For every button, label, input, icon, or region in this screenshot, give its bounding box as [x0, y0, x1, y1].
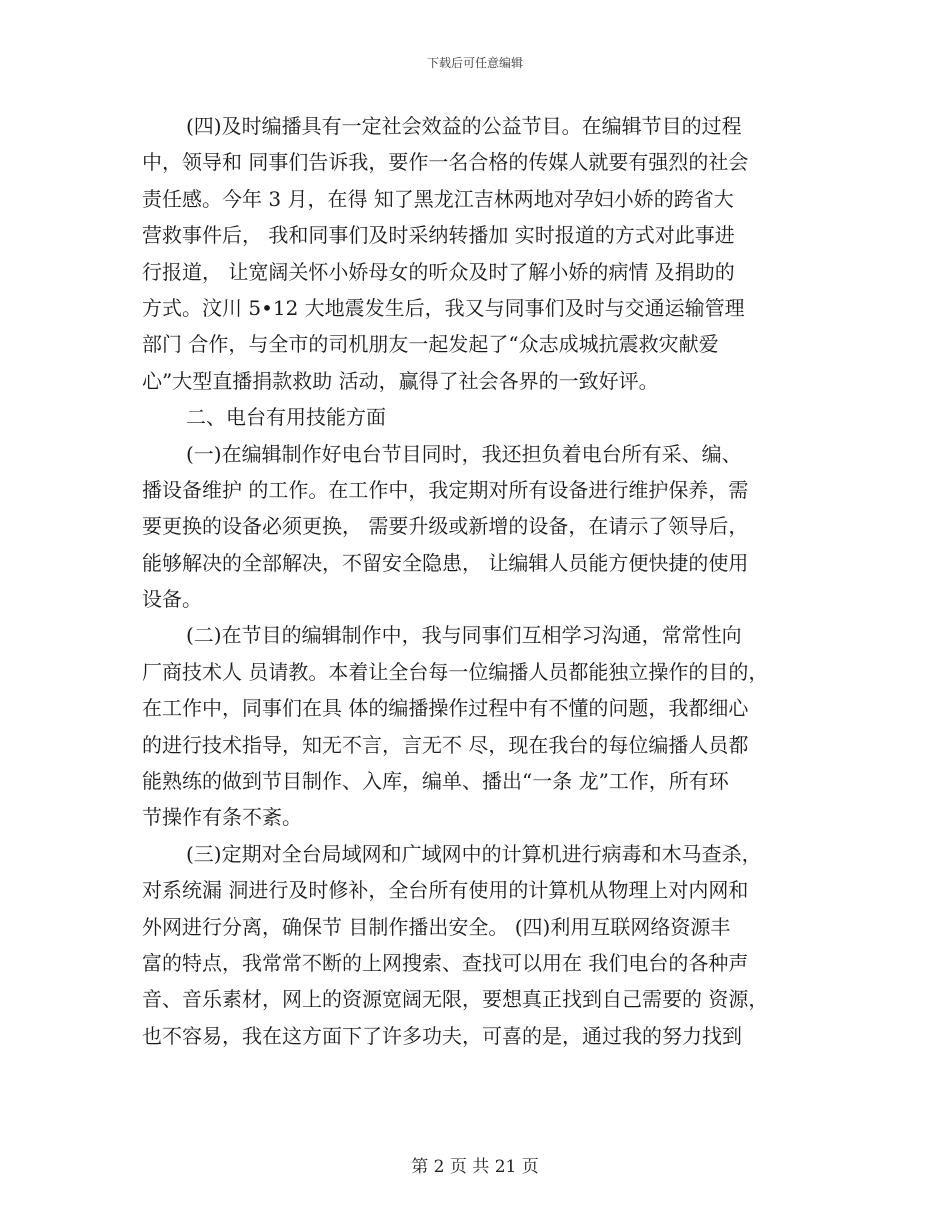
- body-line: 方式。汶川 5•12 大地震发生后，我又与同事们及时与交通运输管理: [142, 295, 745, 320]
- body-line: 能够解决的全部解决，不留安全隐患， 让编辑人员能方便快捷的使用: [142, 550, 749, 575]
- body-line: (三)定期对全台局域网和广域网中的计算机进行病毒和木马查杀，: [186, 841, 762, 866]
- body-line: (二)在节目的编辑制作中，我与同事们互相学习沟通，常常性向: [186, 623, 742, 648]
- body-line: 的进行技术指导，知无不言，言无不 尽，现在我台的每位编播人员都: [142, 732, 749, 757]
- body-line: 设备。: [142, 587, 202, 612]
- body-line: 中，领导和 同事们告诉我，要作一名合格的传媒人就要有强烈的社会: [142, 150, 749, 175]
- body-line: 行报道， 让宽阔关怀小娇母女的听众及时了解小娇的病情 及捐助的: [142, 259, 735, 284]
- page-header-note: 下载后可任意编辑: [426, 56, 523, 70]
- page-number-footer: 第 2 页 共 21 页: [411, 1157, 539, 1177]
- body-line: 富的特点，我常常不断的上网搜索、查找可以用在 我们电台的各种声: [142, 950, 749, 975]
- body-line: 营救事件后， 我和同事们及时采纳转播加 实时报道的方式对此事进: [142, 223, 735, 248]
- body-line: 外网进行分离，确保节 目制作播出安全。 (四)利用互联网络资源丰: [142, 914, 731, 939]
- body-line: 在工作中，同事们在具 体的编播操作过程中有不懂的问题，我都细心: [142, 696, 749, 721]
- body-line: 部门 合作，与全市的司机朋友一起发起了“众志成城抗震救灾献爱: [142, 332, 719, 357]
- body-line: 心”大型直播捐款救助 活动，赢得了社会各界的一致好评。: [142, 368, 659, 393]
- body-line: 对系统漏 洞进行及时修补，全台所有使用的计算机从物理上对内网和: [142, 878, 749, 903]
- body-line: (一)在编辑制作好电台节目同时，我还担负着电台所有采、编、: [186, 441, 742, 466]
- body-line: 厂商技术人 员请教。本着让全台每一位编播人员都能独立操作的目的，: [142, 659, 769, 684]
- body-line: 音、音乐素材，网上的资源宽阔无限，要想真正找到自己需要的 资源，: [142, 987, 769, 1012]
- body-line: 要更换的设备必须更换， 需要升级或新增的设备，在请示了领导后，: [142, 514, 749, 539]
- body-line: 也不容易，我在这方面下了许多功夫，可喜的是，通过我的努力找到: [142, 1023, 742, 1048]
- body-line: 节操作有条不紊。: [142, 805, 302, 830]
- body-line: (四)及时编播具有一定社会效益的公益节目。在编辑节目的过程: [186, 114, 742, 138]
- body-line: 责任感。今年 3 月，在得 知了黑龙江吉林两地对孕妇小娇的跨省大: [142, 186, 734, 211]
- document-body: [142, 108, 812, 1054]
- section-heading: 二、电台有用技能方面: [186, 405, 386, 430]
- body-line: 能熟练的做到节目制作、入库，编单、播出“一条 龙”工作，所有环: [142, 769, 729, 794]
- body-line: 播设备维护 的工作。在工作中，我定期对所有设备进行维护保养，需: [142, 477, 749, 502]
